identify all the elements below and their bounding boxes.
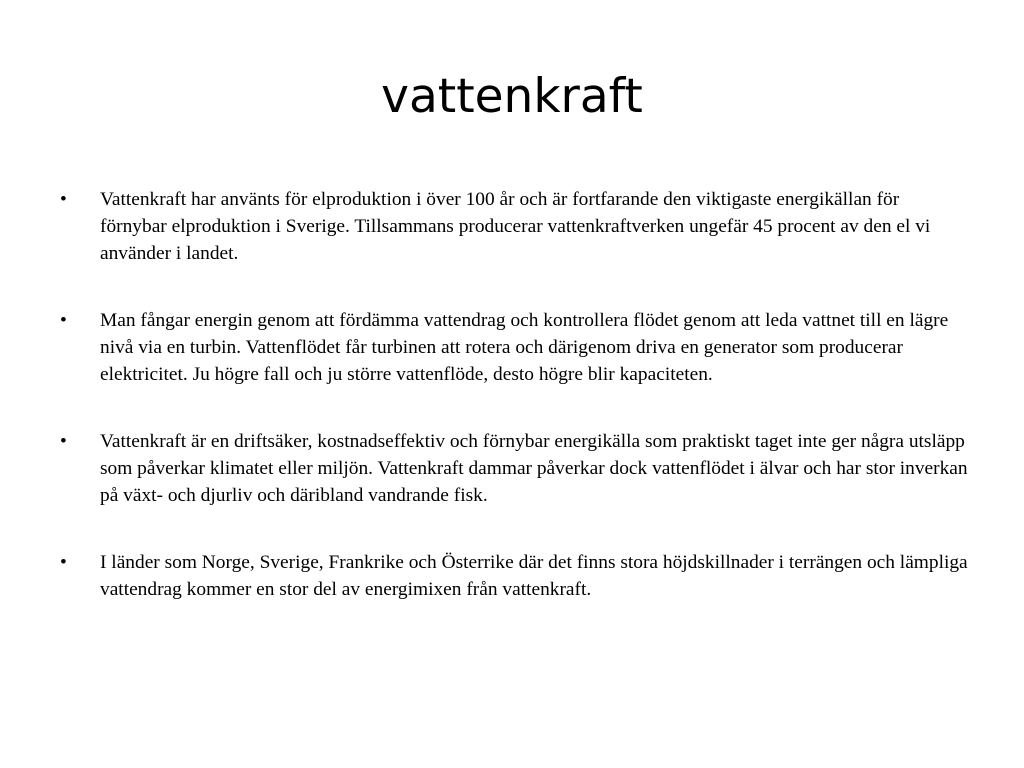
- bullet-icon: •: [60, 189, 67, 210]
- bullet-list: [60, 186, 970, 643]
- bullet-text: Vattenkraft har använts för elproduktion i över 100 år och är fortfarande den viktigaste energikällan för förnybar elproduktion i Sverige. Tillsammans producerar vattenkraftverken ungefär 45 procent av den el vi använder i landet.: [100, 189, 931, 264]
- bullet-text: Vattenkraft är en driftsäker, kostnadseffektiv och förnybar energikälla som praktiskt taget inte ger några utsläpp som påverkar klimatet eller miljön. Vattenkraft dammar påverkar dock vattenflödet i älvar och har stor inverkan på växt- och djurliv och däribland vandrande fisk.: [100, 431, 968, 506]
- slide-title: vattenkraft: [381, 69, 643, 124]
- bullet-icon: •: [60, 310, 67, 331]
- bullet-icon: •: [60, 431, 67, 452]
- bullet-icon: •: [60, 552, 67, 573]
- bullet-text: Man fångar energin genom att fördämma vattendrag och kontrollera flödet genom att leda vattnet till en lägre nivå via en turbin. Vattenflödet får turbinen att rotera och därigenom driva en generator som producerar elektricitet. Ju högre fall och ju större vattenflöde, desto högre blir kapaciteten.: [100, 310, 949, 385]
- bullet-item-1: [60, 186, 970, 267]
- bullet-text: I länder som Norge, Sverige, Frankrike och Österrike där det finns stora höjdskillnader i terrängen och lämpliga vattendrag kommer en stor del av energimixen från vattenkraft.: [100, 552, 968, 600]
- bullet-item-3: [60, 428, 970, 509]
- bullet-item-2: [60, 307, 970, 388]
- bullet-item-4: [60, 549, 970, 603]
